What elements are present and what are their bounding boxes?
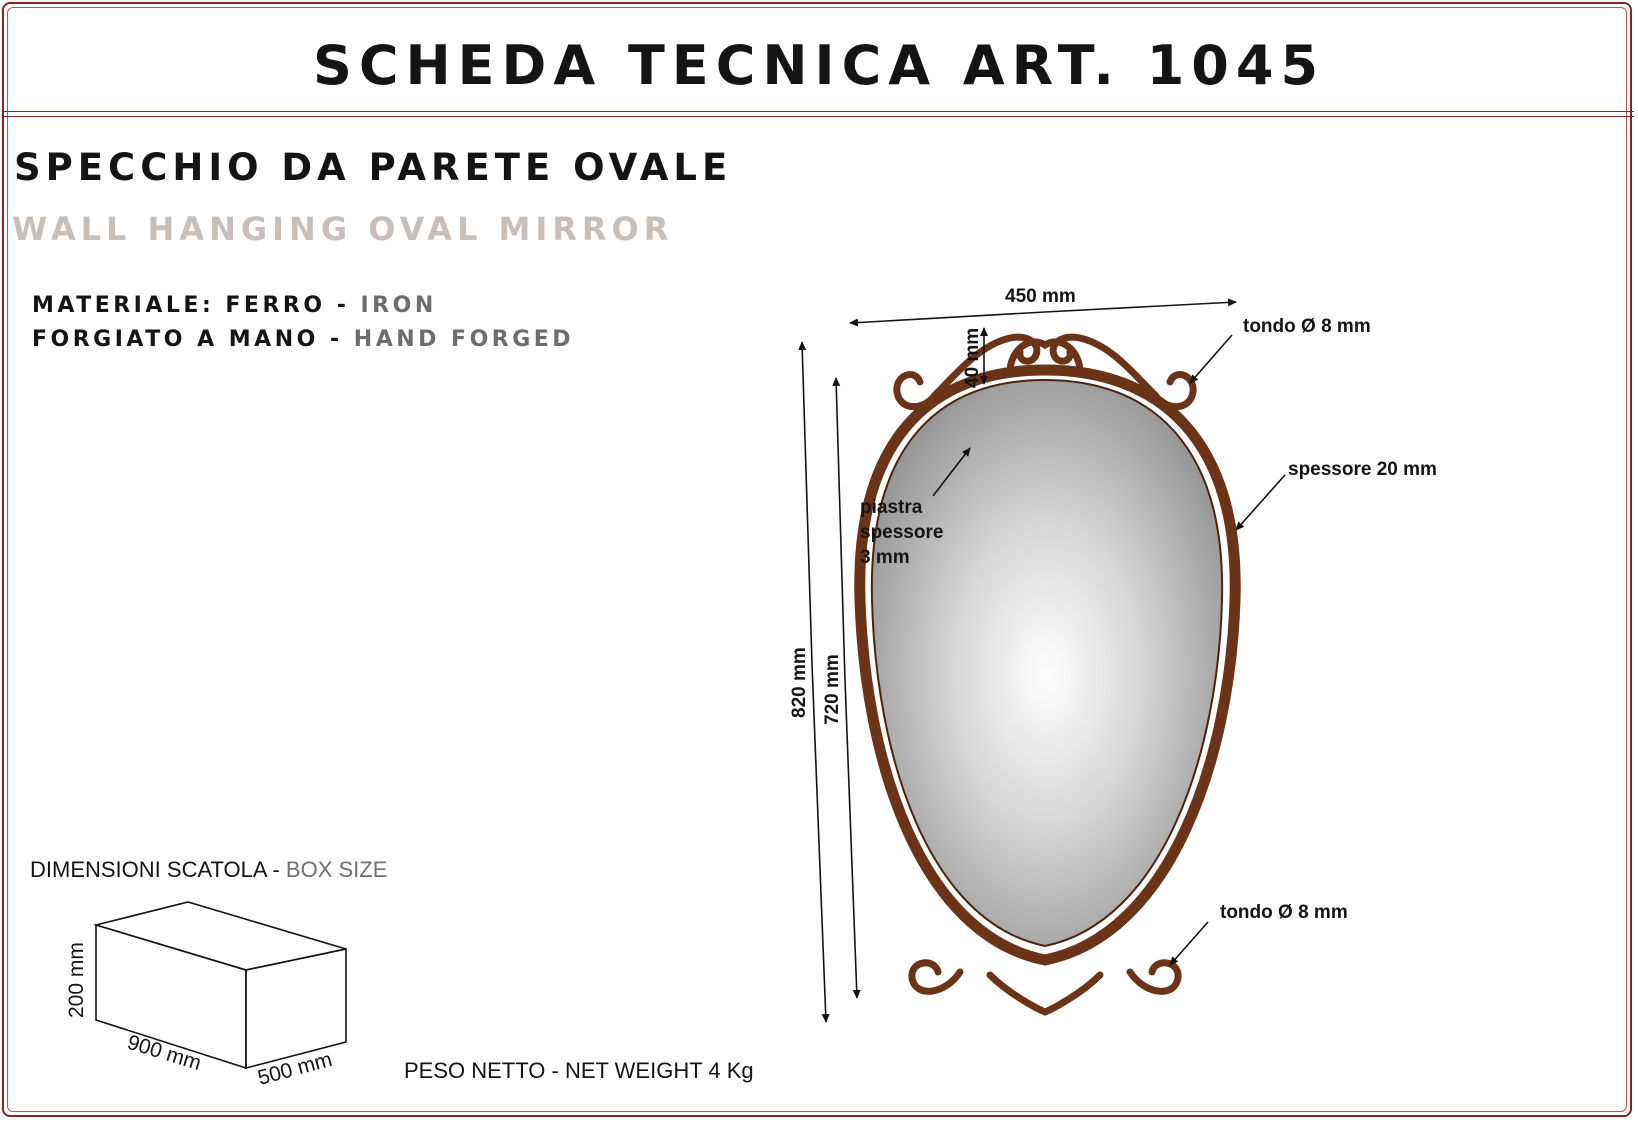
mirror-height-label: 720 mm [822,654,843,725]
box-side-face [246,949,346,1068]
box-length-label: 900 mm [124,1030,204,1075]
width-dimension-line [850,312,1045,323]
mirror-height-dimension-line-bottom [845,680,857,998]
rod-bottom-label: tondo Ø 8 mm [1220,902,1348,923]
plate-label-line3: 3 mm [860,547,910,568]
spec-forging-en: HAND FORGED [353,327,575,352]
spec-material-en: IRON [360,293,437,318]
rod-top-leader [1190,335,1232,383]
spec-forging-sep: - [318,327,354,352]
spec-material-sep: - [325,293,361,318]
frame-thickness-leader [1236,475,1285,530]
plate-label-line2: spessore [860,522,944,543]
bottom-scroll-ornament [912,963,1178,1012]
total-height-label: 820 mm [789,647,810,718]
spec-forging-it: FORGIATO A MANO [32,327,319,352]
frame-thickness-label: spessore 20 mm [1288,459,1437,480]
plate-label-line1: piastra [860,497,923,518]
rod-bottom-leader [1170,922,1208,965]
sheet-title: SCHEDA TECNICA ART. 1045 [312,34,1326,97]
box-depth-label: 500 mm [255,1047,335,1090]
product-name-en: WALL HANGING OVAL MIRROR [12,210,674,248]
box-caption-it: DIMENSIONI SCATOLA [30,857,267,882]
box-caption-en: BOX SIZE [285,857,388,882]
box-caption-sep: - [266,857,286,882]
ornament-height-label: 40 mm [962,327,983,388]
mirror-height-dimension-line [836,378,845,680]
total-height-dimension-line [802,342,812,664]
spec-material-it: MATERIALE: FERRO [32,293,326,318]
net-weight: PESO NETTO - NET WEIGHT 4 Kg [404,1058,754,1083]
rod-top-label: tondo Ø 8 mm [1243,316,1371,337]
width-label: 450 mm [1005,286,1076,307]
mirror-illustration [860,337,1235,1012]
box-height-label: 200 mm [65,942,88,1018]
product-name-it: SPECCHIO DA PARETE OVALE [14,146,733,189]
